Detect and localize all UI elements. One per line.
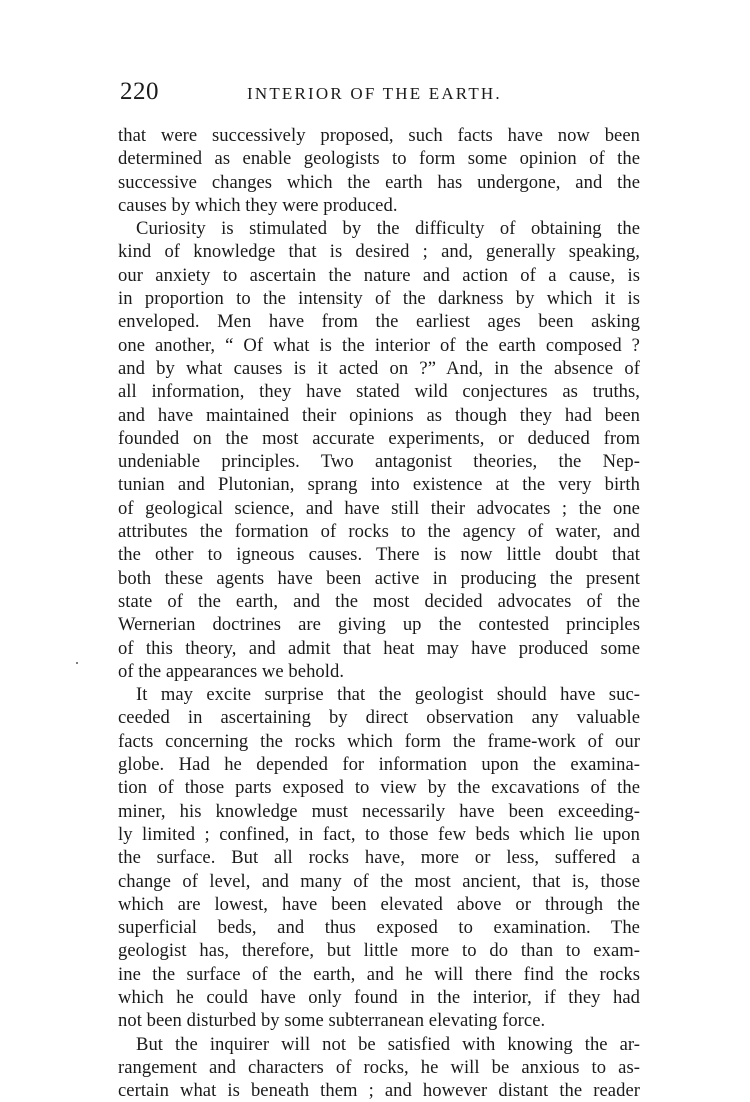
text-line: of this theory, and admit that heat may have produced some (118, 637, 640, 659)
text-line: attributes the formation of rocks to the agency of water, and (118, 521, 640, 543)
text-line: state of the earth, and the most decided advocates of the (118, 590, 640, 612)
text-line: ine the surface of the earth, and he will there find the rocks (118, 963, 640, 985)
text-line: determined as enable geologists to form some opinion of the (118, 148, 640, 170)
text-line: superficial beds, and thus exposed to examination. The (118, 917, 640, 939)
text-line: and have maintained their opinions as though they had been (118, 404, 640, 426)
text-line: enveloped. Men have from the earliest ages been asking (118, 311, 640, 333)
text-line: change of level, and many of the most ancient, that is, those (118, 870, 640, 892)
body-text (118, 124, 640, 1102)
margin-speck (76, 662, 78, 664)
running-head (120, 76, 640, 108)
text-line: the other to igneous causes. There is now little doubt that (118, 544, 640, 566)
text-line: tunian and Plutonian, sprang into existence at the very birth (118, 474, 640, 496)
text-line: rangement and characters of rocks, he will be anxious to as- (118, 1056, 640, 1078)
page-header-title: INTERIOR OF THE EARTH. (247, 84, 502, 103)
text-line: miner, his knowledge must necessarily have been exceeding- (118, 800, 640, 822)
text-line: certain what is beneath them ; and however distant the reader (118, 1080, 640, 1102)
text-line: in proportion to the intensity of the darkness by which it is (118, 288, 640, 310)
text-line: But the inquirer will not be satisfied with knowing the ar- (136, 1033, 640, 1055)
text-line: ly limited ; confined, in fact, to those few beds which lie upon (118, 823, 640, 845)
text-line: our anxiety to ascertain the nature and action of a cause, is (118, 264, 640, 286)
text-line: which he could have only found in the interior, if they had (118, 986, 640, 1008)
text-line: that were successively proposed, such facts have now been (118, 125, 640, 146)
text-line: Curiosity is stimulated by the difficulty of obtaining the (136, 218, 640, 240)
text-line: of the appearances we behold. (118, 660, 345, 682)
text-line: and by what causes is it acted on ?” And, in the absence of (118, 357, 640, 379)
text-line: one another, “ Of what is the interior of the earth composed ? (118, 334, 640, 356)
text-line: kind of knowledge that is desired ; and, generally speaking, (118, 241, 640, 263)
text-line: ceeded in ascertaining by direct observation any valuable (118, 707, 640, 729)
text-line: undeniable principles. Two antagonist theories, the Nep- (118, 451, 640, 473)
text-line: founded on the most accurate experiments, or deduced from (118, 427, 640, 449)
page-number: 220 (120, 78, 159, 105)
text-line: facts concerning the rocks which form the frame-work of our (118, 730, 640, 752)
text-line: geologist has, therefore, but little more to do than to exam- (118, 940, 640, 962)
text-line: tion of those parts exposed to view by the excavations of the (118, 777, 640, 799)
text-line: which are lowest, have been elevated above or through the (118, 893, 640, 915)
text-line: causes by which they were produced. (118, 194, 398, 216)
text-line: globe. Had he depended for information upon the examina- (118, 754, 640, 776)
text-line: all information, they have stated wild conjectures as truths, (118, 381, 640, 403)
text-line: the surface. But all rocks have, more or less, suffered a (118, 847, 640, 869)
text-line: Wernerian doctrines are giving up the contested principles (118, 614, 640, 636)
text-line: successive changes which the earth has undergone, and the (118, 171, 640, 193)
text-line: both these agents have been active in producing the present (118, 567, 640, 589)
text-line: of geological science, and have still their advocates ; the one (118, 497, 640, 519)
text-line: not been disturbed by some subterranean elevating force. (118, 1010, 546, 1032)
text-line: It may excite surprise that the geologist should have suc- (136, 684, 640, 706)
